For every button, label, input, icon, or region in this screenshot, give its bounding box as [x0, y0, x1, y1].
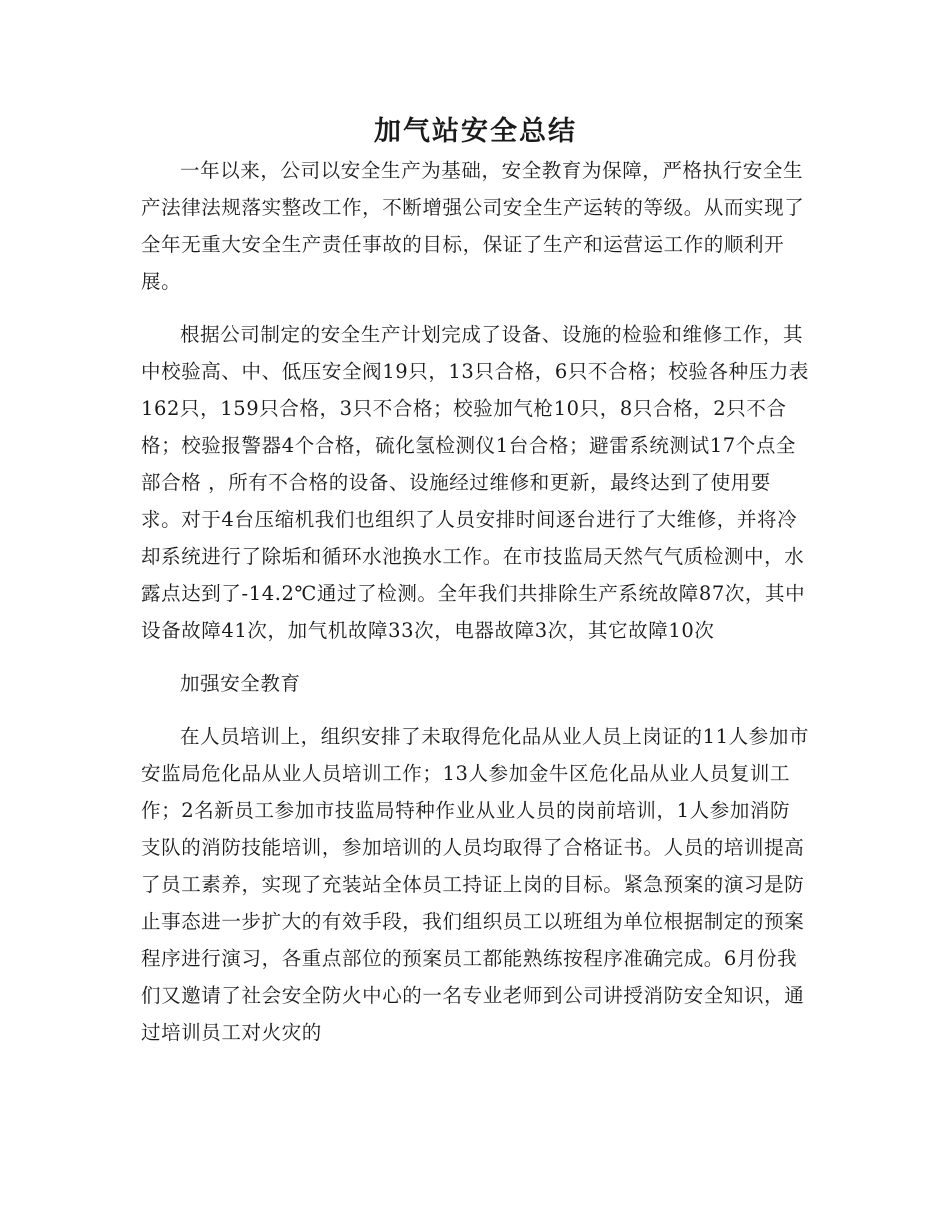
paragraph-gap	[141, 300, 810, 316]
paragraph-gap	[141, 649, 810, 665]
paragraph-intro: 一年以来，公司以安全生产为基础，安全教育为保障，严格执行安全生产法律法规落实整改工作，不断增强公司安全生产运转的等级。从而实现了全年无重大安全生产责任事故的目标，保证了生产和运营运工作的顺利开展。	[141, 159, 805, 293]
section-heading-safety-education: 加强安全教育	[180, 672, 301, 695]
paragraph-gap	[141, 702, 810, 718]
paragraph-equipment-inspection: 根据公司制定的安全生产计划完成了设备、设施的检验和维修工作，其中校验高、中、低压安全阀19只，13只合格，6只不合格；校验各种压力表162只，159只合格，3只不合格；校验加气枪10只，8只合格，2只不合格；校验报警器4个合格，硫化氢检测仪1台合格；避雷系统测试17个点全部合格 ，所有不合格的设备、设施经过维修和更新，最终达到了使用要求。对于4台压缩机我们也组织了人员安排时间逐台进行了大维修，并将冷却系统进行了除垢和循环水池换水工作。在市技监局天然气气质检测中，水露点达到了-14.2℃通过了检测。全年我们共排除生产系统故障87次，其中设备故障41次，加气机故障33次，电器故障3次，其它故障10次	[141, 323, 810, 642]
document-title: 加气站安全总结	[374, 116, 577, 147]
paragraph-staff-training: 在人员培训上，组织安排了未取得危化品从业人员上岗证的11人参加市安监局危化品从业人员培训工作；13人参加金牛区危化品从业人员复训工作；2名新员工参加市技监局特种作业从业人员的岗前培训，1人参加消防支队的消防技能培训，参加培训的人员均取得了合格证书。人员的培训提高了员工素养，实现了充装站全体员工持证上岗的目标。紧急预案的演习是防止事态进一步扩大的有效手段，我们组织员工以班组为单位根据制定的预案程序进行演习，各重点部位的预案员工都能熟练按程序准确完成。6月份我们又邀请了社会安全防火中心的一名专业老师到公司讲授消防安全知识，通过培训员工对火灾的	[141, 725, 810, 1044]
